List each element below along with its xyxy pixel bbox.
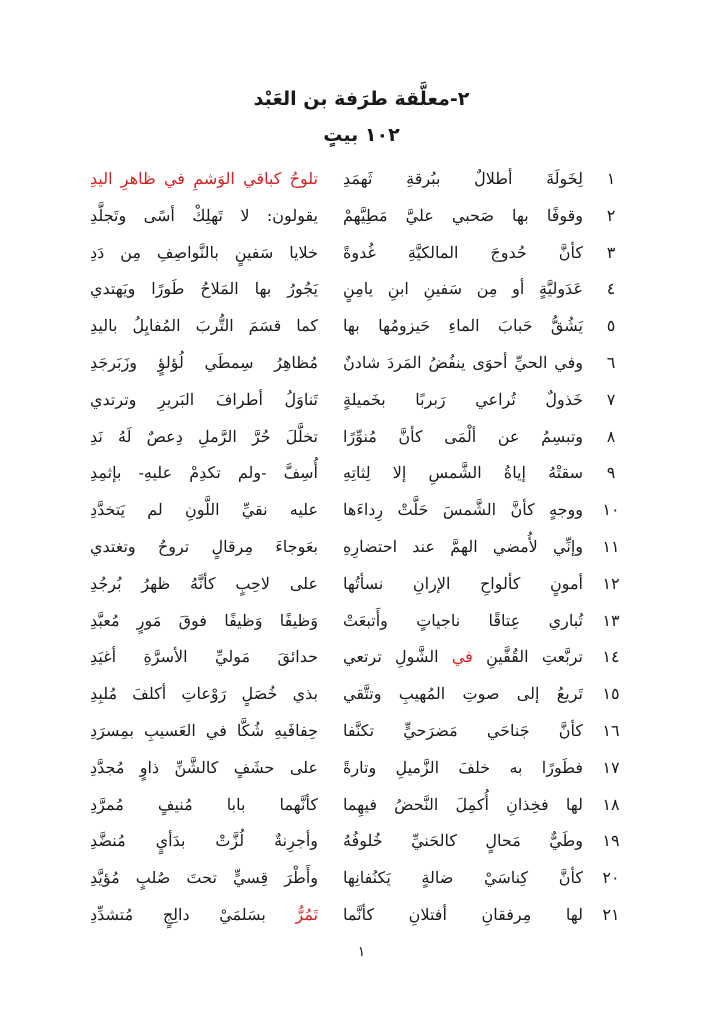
hemistich-part: بسَلمَيْ دالِجٍ مُتشدِّدِ [90,904,266,924]
verse-first-hemistich: لها مِرفقانِ أفتلانِ كأنَّما [343,904,583,924]
hemistich-part: الشَّولِ ترتعي [343,647,439,667]
verse-row [0,823,723,860]
verse-second-hemistich: حِفافَيهِ شُكَّا في العَسيبِ بمِسرَدِ [90,720,318,740]
verse-number: ١٦ [602,720,620,740]
verse-second-hemistich [90,897,318,933]
verse-row [0,271,723,308]
verse-first-hemistich: سقتْهُ إياةُ الشَّمسِ إلا لِثاتِهِ [343,463,583,483]
verse-row [0,529,723,566]
verse-second-hemistich: يقولون: لا تَهلِكْ أسًى وتَجلَّدِ [90,205,318,225]
verse-first-hemistich: تُباري عِتاقًا ناجياتٍ وأَتبعَتْ [343,610,583,630]
verse-second-hemistich: حدائقَ مَوليِّ الأسرَّةِ أغيَدِ [90,647,318,667]
verse-second-hemistich: خلايا سَفينٍ بالنَّواصِفِ مِن دَدِ [90,242,318,262]
verse-number: ٣ [606,242,616,262]
verse-first-hemistich: وتبسِمُ عن ألْمَى كأنَّ مُنوِّرًا [343,426,583,446]
verse-number: ١٩ [602,831,620,851]
verse-first-hemistich: كأنَّ جَناحَي مَضرَحيٍّ تكنَّفا [343,720,583,740]
verse-second-hemistich: كما قسَمَ التُّربَ المُفايِلُ باليدِ [90,316,318,336]
verse-row [0,235,723,272]
verse-first-hemistich: ووجهٍ كأنَّ الشَّمسَ حَلَّتْ رِداءَها [343,500,583,520]
verse-second-hemistich: وأَطْرَ قِسيٍّ تحتَ صُلبٍ مُؤيَّدِ [90,868,318,888]
verse-first-hemistich: تَريعُ إلى صوتِ المُهيبِ وتتَّقي [343,684,583,704]
verse-number: ٥ [606,316,616,336]
verse-row [0,676,723,713]
verse-first-hemistich: كأنَّ حُدوجَ المالكيَّةِ غُدوةً [343,242,583,262]
verse-row [0,345,723,382]
verse-first-hemistich: أمونٍ كألواحِ الإرانِ نسأتُها [343,573,583,593]
verse-first-hemistich: خَذولٌ تُراعي رَبربًا بخَميلةٍ [343,389,583,409]
verse-second-hemistich: وَظيفًا وَظيفًا فوقَ مَورٍ مُعبَّدِ [90,610,318,630]
verse-row [0,455,723,492]
verse-row [0,492,723,529]
verse-second-hemistich: يَجُورُ بها المَلاحُ طَورًا ويَهتدي [90,279,318,299]
verse-first-hemistich [343,639,583,675]
verse-row [0,198,723,235]
verse-second-hemistich: كأنَّهما بابا مُنيفٍ مُمرَّدِ [90,794,318,814]
verse-number: ١ [606,169,616,188]
verse-second-hemistich: مُظاهِرُ سِمطَي لُؤلؤٍ وزَبَرجَدِ [90,352,318,372]
verse-number: ٨ [606,426,616,446]
verse-row [0,750,723,787]
verse-first-hemistich: يَشُقُّ حَبابَ الماءِ حَيزومُها بها [343,316,583,336]
verse-second-hemistich: تلوحُ كباقي الوَشمِ في ظاهرِ اليدِ [90,169,318,188]
verse-number: ١٥ [602,684,620,704]
verse-second-hemistich: تَناوَلُ أطرافَ البَريرِ وترتدي [90,389,318,409]
page-title: ٢-معلَّقة طرَفة بن العَبْد [253,88,470,110]
verse-second-hemistich: أُسِفَّ -ولم تكدِمْ عليهِ- بإثمِدِ [90,463,318,483]
verse-number: ٦ [606,352,616,372]
verse-number: ٢ [606,205,616,225]
hemistich-part: تربَّعتِ القُفَّينِ [486,647,584,667]
verse-number: ٢٠ [602,868,620,888]
poem-body [0,161,723,934]
verse-second-hemistich: وأجرِنةٌ لُزَّتْ بدَأيٍ مُنضَّدِ [90,831,318,851]
verse-row [0,897,723,934]
verse-number: ١١ [602,536,620,556]
verse-row [0,161,723,198]
verse-second-hemistich: عليه نقيِّ اللَّونِ لم يَتخدَّدِ [90,500,318,520]
verse-second-hemistich: على حشَفٍ كالشَّنِّ ذاوٍ مُجدَّدِ [90,757,318,777]
verse-first-hemistich: فطَورًا به خلفَ الزَّميلِ وتارةً [343,757,583,777]
verse-number: ١٤ [602,647,620,667]
highlighted-word: تَمُرُّ [295,904,319,924]
verse-row [0,308,723,345]
verse-second-hemistich: بذي خُصَلٍ رَوْعاتِ أكلفَ مُلبِدِ [90,684,318,704]
verse-row [0,639,723,676]
page-number: ١ [357,944,366,960]
verse-number: ١٣ [602,610,620,630]
verse-first-hemistich: لها فخِذانِ أُكمِلَ النَّحضُ فيهِما [343,794,583,814]
verse-number: ٧ [606,389,616,409]
verse-second-hemistich: بعَوجاءَ مِرقالٍ تروحُ وتغتدي [90,536,318,556]
verse-number: ١٢ [602,573,620,593]
highlighted-word: في [451,647,473,667]
verse-first-hemistich: وإنِّي لأُمضي الهمَّ عند احتضارِهِ [343,536,583,556]
verse-first-hemistich: وطَيٌّ مَحالٍ كالحَنيِّ خُلوفُهُ [343,831,583,851]
verse-second-hemistich: على لاحِبٍ كأنَّهُ ظهرُ بُرجُدِ [90,573,318,593]
verse-row [0,419,723,456]
verse-number: ٢١ [602,904,620,924]
verse-number: ١٧ [602,757,620,777]
verse-count: ١٠٢ بيتٍ [323,124,400,146]
verse-first-hemistich: لِخَولَةَ أطلالٌ ببُرقةِ ثَهمَدِ [343,169,583,188]
verse-row [0,713,723,750]
verse-number: ١٠ [602,500,620,520]
verse-number: ٤ [606,279,616,299]
verse-first-hemistich: عَدَوليَّةٍ أو مِن سَفينِ ابنِ يامِنٍ [343,279,583,299]
verse-row [0,382,723,419]
verse-first-hemistich: كأنَّ كِناسَيْ ضالةٍ يَكنُفانِها [343,868,583,888]
verse-row [0,787,723,824]
verse-number: ٩ [606,463,616,483]
verse-row [0,603,723,640]
verse-first-hemistich: وقوفًا بها صَحبي عليَّ مَطِيَّهمْ [343,205,583,225]
verse-row [0,566,723,603]
verse-first-hemistich: وفي الحيِّ أحوَى ينفُضُ المَردَ شادنٌ [343,352,583,372]
verse-row [0,860,723,897]
verse-second-hemistich: تخلَّلَ حُرَّ الرَّملِ دِعصٌ لَهُ نَدِ [90,426,318,446]
verse-number: ١٨ [602,794,620,814]
